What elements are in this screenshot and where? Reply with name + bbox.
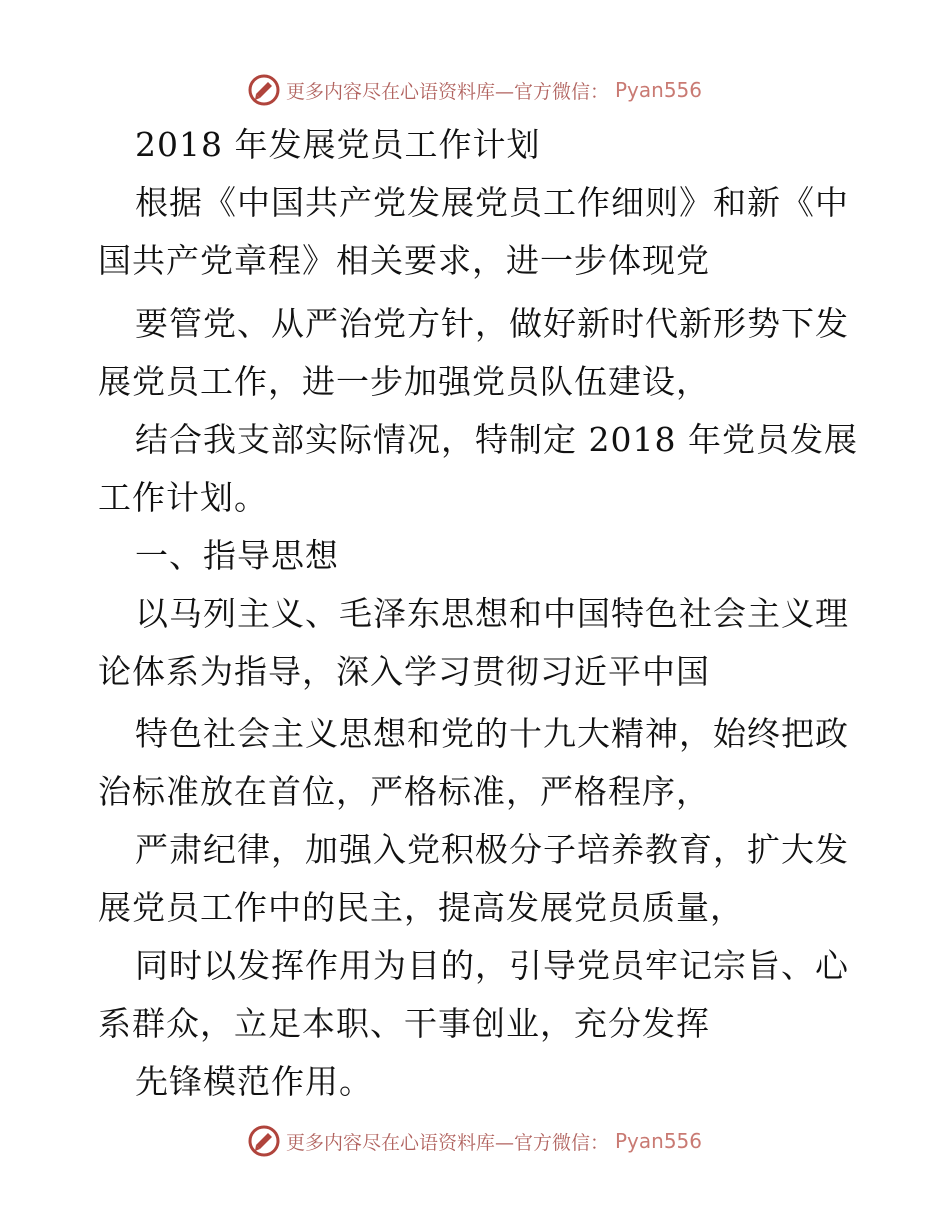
paragraph-line: 工作计划。: [98, 478, 268, 517]
paragraph-line: 国共产党章程》相关要求，进一步体现党: [98, 241, 710, 280]
paragraph-line: 同时以发挥作用为目的，引导党员牢记宗旨、心: [135, 946, 849, 985]
paragraph-line: 以马列主义、毛泽东思想和中国特色社会主义理: [135, 594, 849, 633]
watermark-id: Pyan556: [615, 78, 703, 102]
paragraph-line: 严肃纪律，加强入党积极分子培养教育，扩大发: [135, 830, 849, 869]
document-title: 2018 年发展党员工作计划: [135, 125, 541, 164]
paragraph-line: 特色社会主义思想和党的十九大精神，始终把政: [135, 714, 849, 753]
paragraph-line: 结合我支部实际情况，特制定 2018 年党员发展: [135, 420, 858, 459]
watermark-id: Pyan556: [615, 1129, 703, 1153]
logo-icon: [248, 74, 280, 106]
watermark-text: 更多内容尽在心语资料库—官方微信：: [285, 80, 609, 103]
paragraph-line: 根据《中国共产党发展党员工作细则》和新《中: [135, 183, 849, 222]
section-heading: 一、指导思想: [135, 536, 339, 575]
paragraph-line: 要管党、从严治党方针，做好新时代新形势下发: [135, 304, 849, 343]
paragraph-line: 系群众，立足本职、干事创业，充分发挥: [98, 1004, 710, 1043]
footer-watermark: [0, 1124, 950, 1158]
header-watermark: [0, 73, 950, 107]
watermark-text: 更多内容尽在心语资料库—官方微信：: [285, 1131, 609, 1154]
paragraph-line: 先锋模范作用。: [135, 1062, 373, 1101]
paragraph-line: 展党员工作，进一步加强党员队伍建设，: [98, 362, 710, 401]
paragraph-line: 论体系为指导，深入学习贯彻习近平中国: [98, 652, 710, 691]
paragraph-line: 展党员工作中的民主，提高发展党员质量，: [98, 888, 744, 927]
logo-icon: [248, 1125, 280, 1157]
paragraph-line: 治标准放在首位，严格标准，严格程序，: [98, 772, 710, 811]
